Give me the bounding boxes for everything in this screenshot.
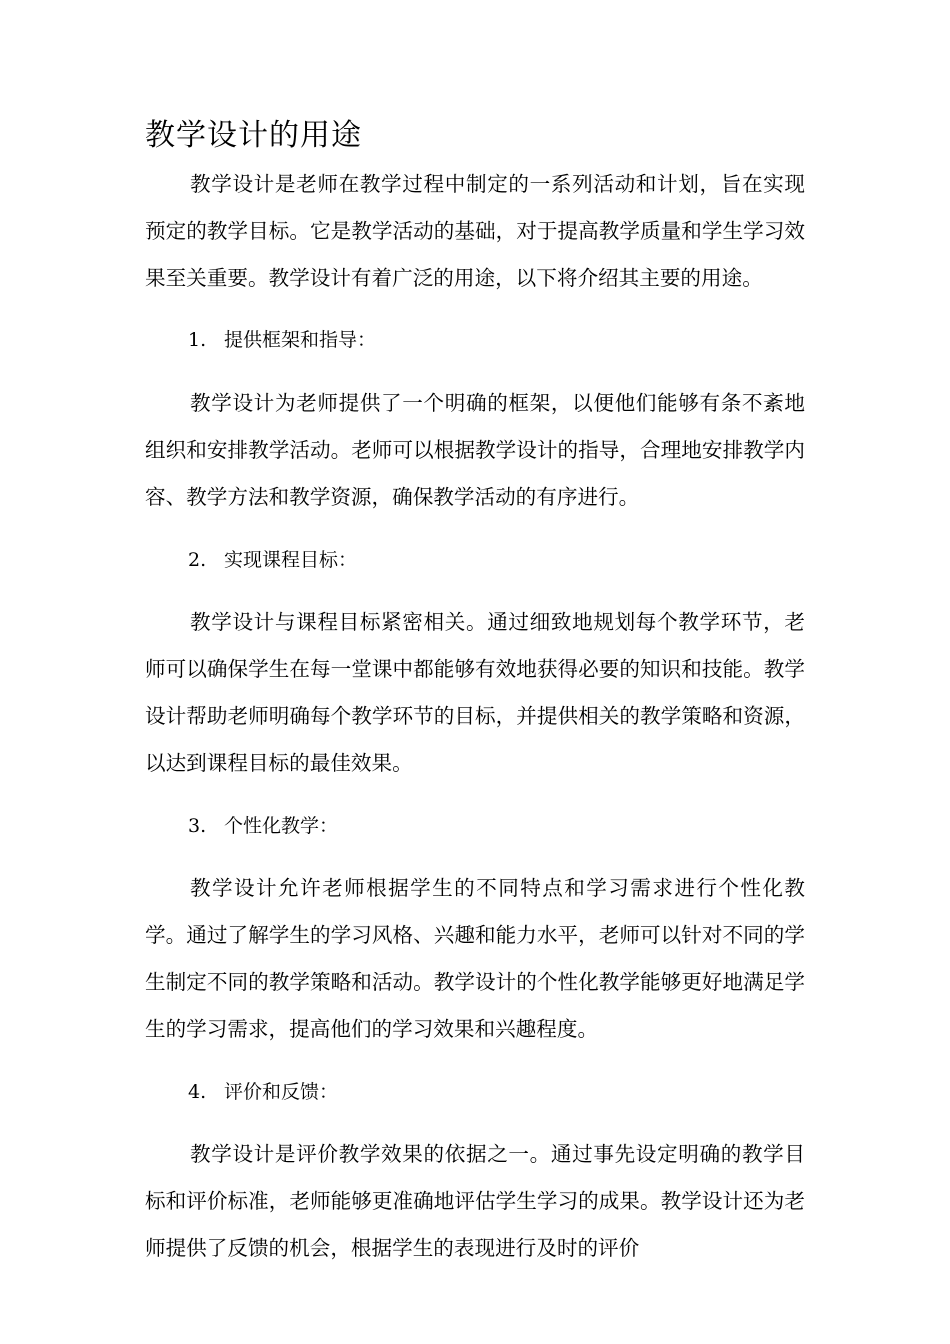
section-heading-text: 实现课程目标： bbox=[224, 548, 358, 571]
section-number: 3. bbox=[188, 814, 207, 837]
section-number: 2. bbox=[188, 548, 207, 571]
section-heading-text: 评价和反馈： bbox=[224, 1080, 339, 1103]
section-heading-2 bbox=[145, 537, 805, 584]
section-heading-4 bbox=[145, 1069, 805, 1116]
section-paragraph-4: 教学设计是评价教学效果的依据之一。通过事先设定明确的教学目标和评价标准，老师能够更准确地评估学生学习的成果。教学设计还为老师提供了反馈的机会，根据学生的表现进行及时的评价 bbox=[145, 1142, 805, 1260]
document-body bbox=[145, 161, 805, 1272]
document-title: 教学设计的用途 bbox=[145, 118, 362, 153]
section-number: 1. bbox=[188, 329, 207, 352]
section-paragraph-2: 教学设计与课程目标紧密相关。通过细致地规划每个教学环节，老师可以确保学生在每一堂课中都能够有效地获得必要的知识和技能。教学设计帮助老师明确每个教学环节的目标，并提供相关的教学策略和资源，以达到课程目标的最佳效果。 bbox=[145, 610, 805, 775]
section-paragraph-3: 教学设计允许老师根据学生的不同特点和学习需求进行个性化教学。通过了解学生的学习风格、兴趣和能力水平，老师可以针对不同的学生制定不同的教学策略和活动。教学设计的个性化教学能够更好地满足学生的学习需求，提高他们的学习效果和兴趣程度。 bbox=[145, 876, 805, 1041]
section-paragraph-1: 教学设计为老师提供了一个明确的框架，以便他们能够有条不紊地组织和安排教学活动。老师可以根据教学设计的指导，合理地安排教学内容、教学方法和教学资源，确保教学活动的有序进行。 bbox=[145, 391, 805, 509]
section-heading-1 bbox=[145, 317, 805, 364]
intro-paragraph: 教学设计是老师在教学过程中制定的一系列活动和计划，旨在实现预定的教学目标。它是教学活动的基础，对于提高教学质量和学生学习效果至关重要。教学设计有着广泛的用途，以下将介绍其主要的用途。 bbox=[145, 172, 805, 290]
section-heading-text: 个性化教学： bbox=[224, 814, 339, 837]
section-heading-3 bbox=[145, 803, 805, 850]
section-number: 4. bbox=[188, 1080, 207, 1103]
section-heading-text: 提供框架和指导： bbox=[224, 329, 377, 352]
